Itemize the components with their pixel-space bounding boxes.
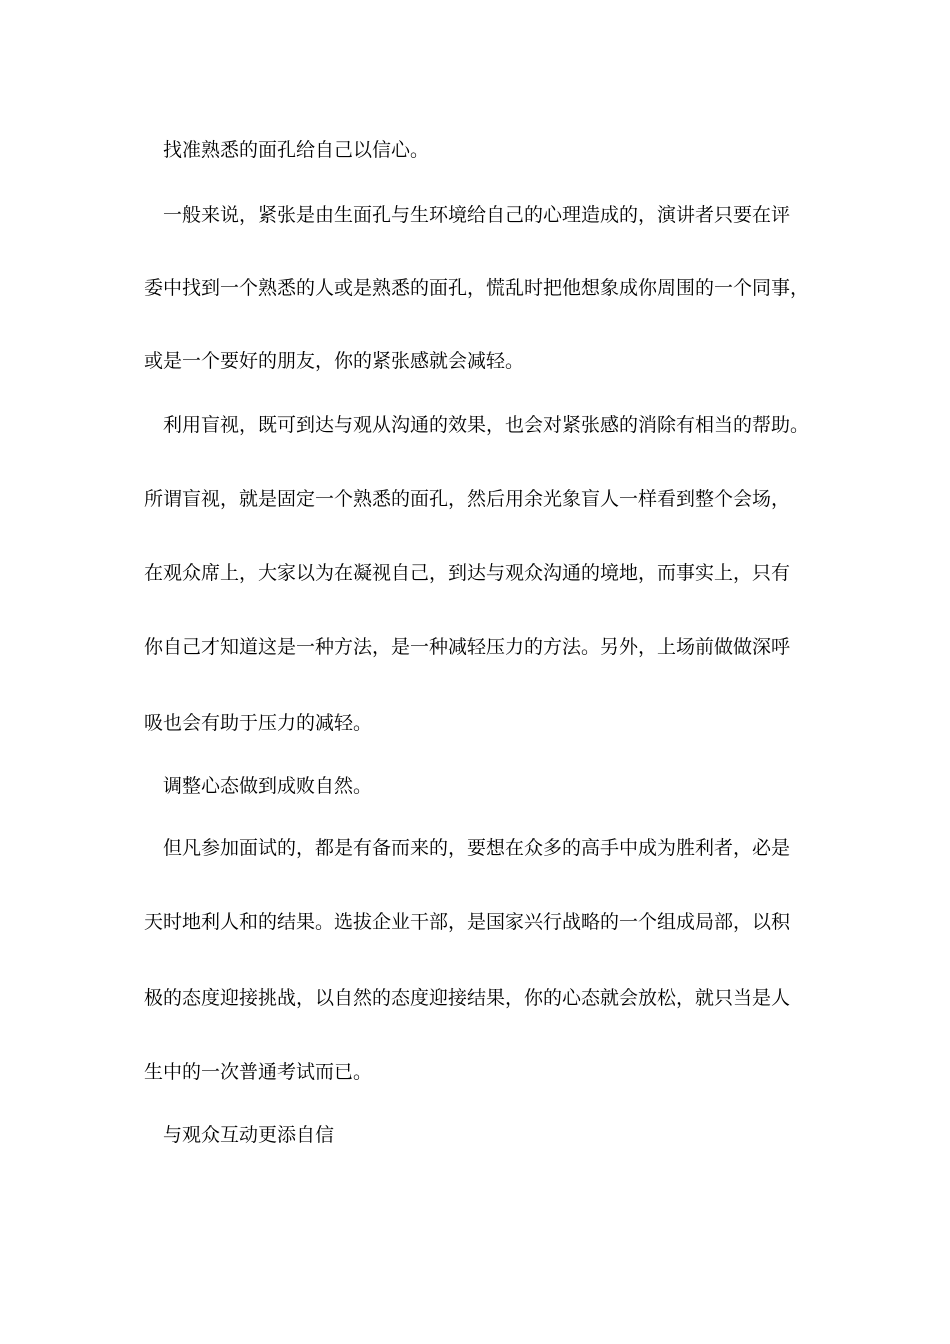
paragraph-line: 极的态度迎接挑战，以自然的态度迎接结果，你的心态就会放松，就只当是人	[144, 987, 791, 1009]
heading-familiar-face: 找准熟悉的面孔给自己以信心。	[163, 139, 430, 161]
heading-adjust-mindset: 调整心态做到成败自然。	[163, 775, 373, 797]
paragraph-line: 或是一个要好的朋友，你的紧张感就会减轻。	[144, 350, 525, 372]
paragraph-line: 利用盲视，既可到达与观从沟通的效果，也会对紧张感的消除有相当的帮助。	[163, 414, 810, 436]
paragraph-line: 你自己才知道这是一种方法，是一种减轻压力的方法。另外，上场前做做深呼	[144, 636, 791, 658]
paragraph-line: 在观众席上，大家以为在凝视自己，到达与观众沟通的境地，而事实上，只有	[144, 562, 791, 584]
paragraph-line: 一般来说，紧张是由生面孔与生环境给自己的心理造成的，演讲者只要在评	[163, 204, 791, 226]
paragraph-line: 生中的一次普通考试而已。	[144, 1061, 373, 1083]
paragraph-line: 吸也会有助于压力的减轻。	[144, 712, 373, 734]
paragraph-line: 但凡参加面试的，都是有备而来的，要想在众多的高手中成为胜利者，必是	[163, 837, 791, 859]
heading-audience-interaction: 与观众互动更添自信	[163, 1124, 335, 1146]
paragraph-line: 所谓盲视，就是固定一个熟悉的面孔，然后用余光象盲人一样看到整个会场，	[144, 488, 791, 510]
paragraph-line: 委中找到一个熟悉的人或是熟悉的面孔，慌乱时把他想象成你周围的一个同事，	[144, 277, 810, 299]
paragraph-line: 天时地利人和的结果。选拔企业干部，是国家兴行战略的一个组成局部，以积	[144, 911, 791, 933]
